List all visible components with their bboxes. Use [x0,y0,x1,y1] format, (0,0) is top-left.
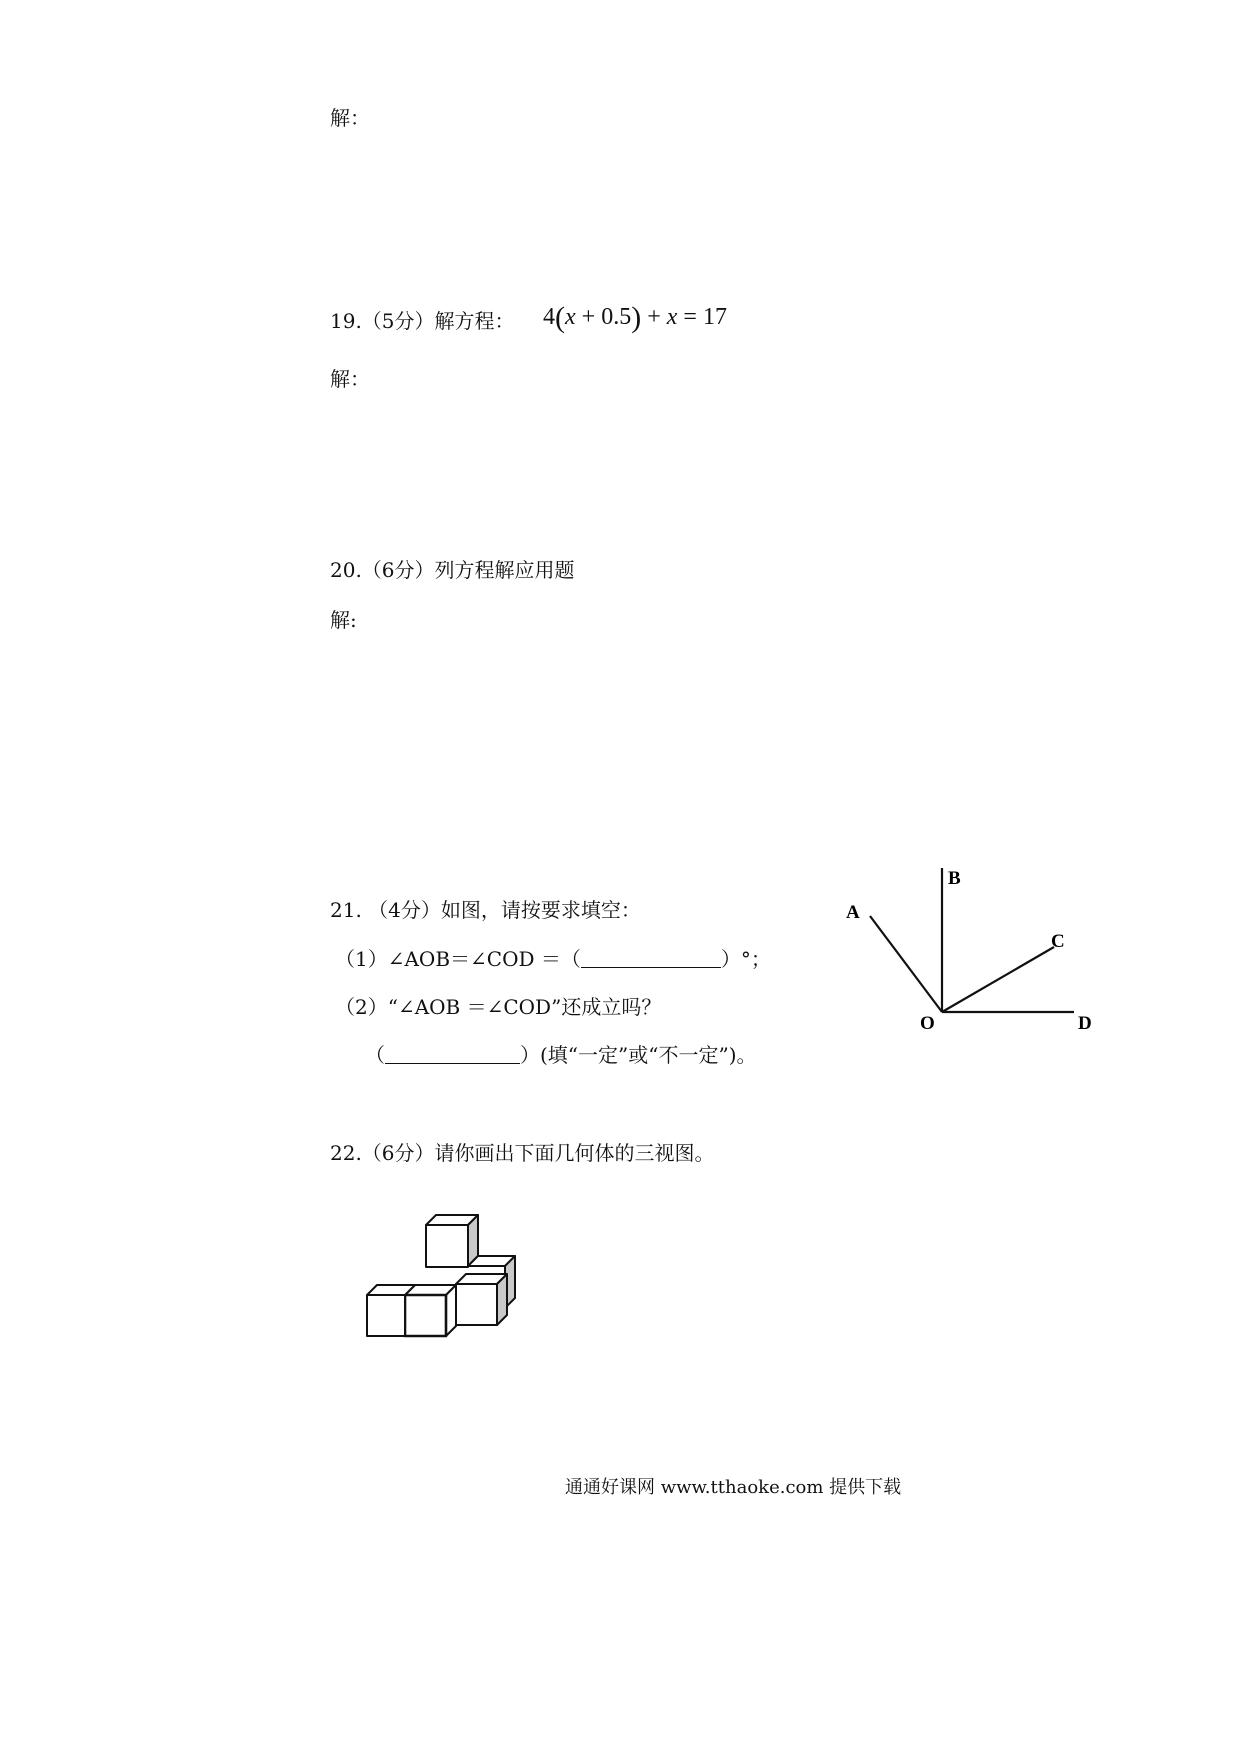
answer-label-20: 解: [330,608,357,632]
right-cube-side [497,1274,507,1325]
right-cube-top [456,1274,507,1284]
question-19-label: 19.（5分）解方程： [330,309,515,333]
answer-blank-1[interactable] [581,949,721,968]
middle-cube-front [405,1295,446,1336]
ray-OA [870,916,942,1012]
top-cube-front [426,1225,468,1267]
answer-blank-2[interactable] [385,1045,520,1064]
footer-text: 通通好课网 www.tthaoke.com 提供下载 [565,1477,902,1498]
middle-cube-side [446,1285,456,1336]
label-B: B [948,868,961,889]
question-21-part-1: （1）∠AOB＝∠COD ＝（ ）°； [335,947,771,971]
left-cube-front [367,1295,405,1336]
answer-label-19: 解： [330,367,370,391]
question-21-part-3: （ ）(填“一定”或“不一定”)。 [365,1043,757,1067]
question-21-part-2: （2）“∠AOB ＝∠COD”还成立吗？ [335,995,662,1019]
left-cube-top [367,1285,415,1295]
question-21-label: 21. （4分）如图，请按要求填空： [330,898,641,922]
label-A: A [846,902,860,923]
top-cube-side [468,1215,478,1266]
top-cube-top [426,1215,478,1225]
ray-OC [942,947,1054,1012]
question-19-equation: 4(x + 0.5) + x = 17 [543,301,727,334]
back-cube-top [468,1256,515,1266]
label-D: D [1078,1013,1092,1034]
answer-label-top: 解： [330,106,370,130]
label-O: O [920,1013,935,1034]
right-cube-front [456,1284,497,1325]
label-C: C [1051,931,1065,952]
back-cube-side [505,1256,515,1308]
middle-cube-top [405,1285,456,1295]
question-22-label: 22.（6分）请你画出下面几何体的三视图。 [330,1141,715,1165]
question-20-label: 20.（6分）列方程解应用题 [330,558,575,582]
